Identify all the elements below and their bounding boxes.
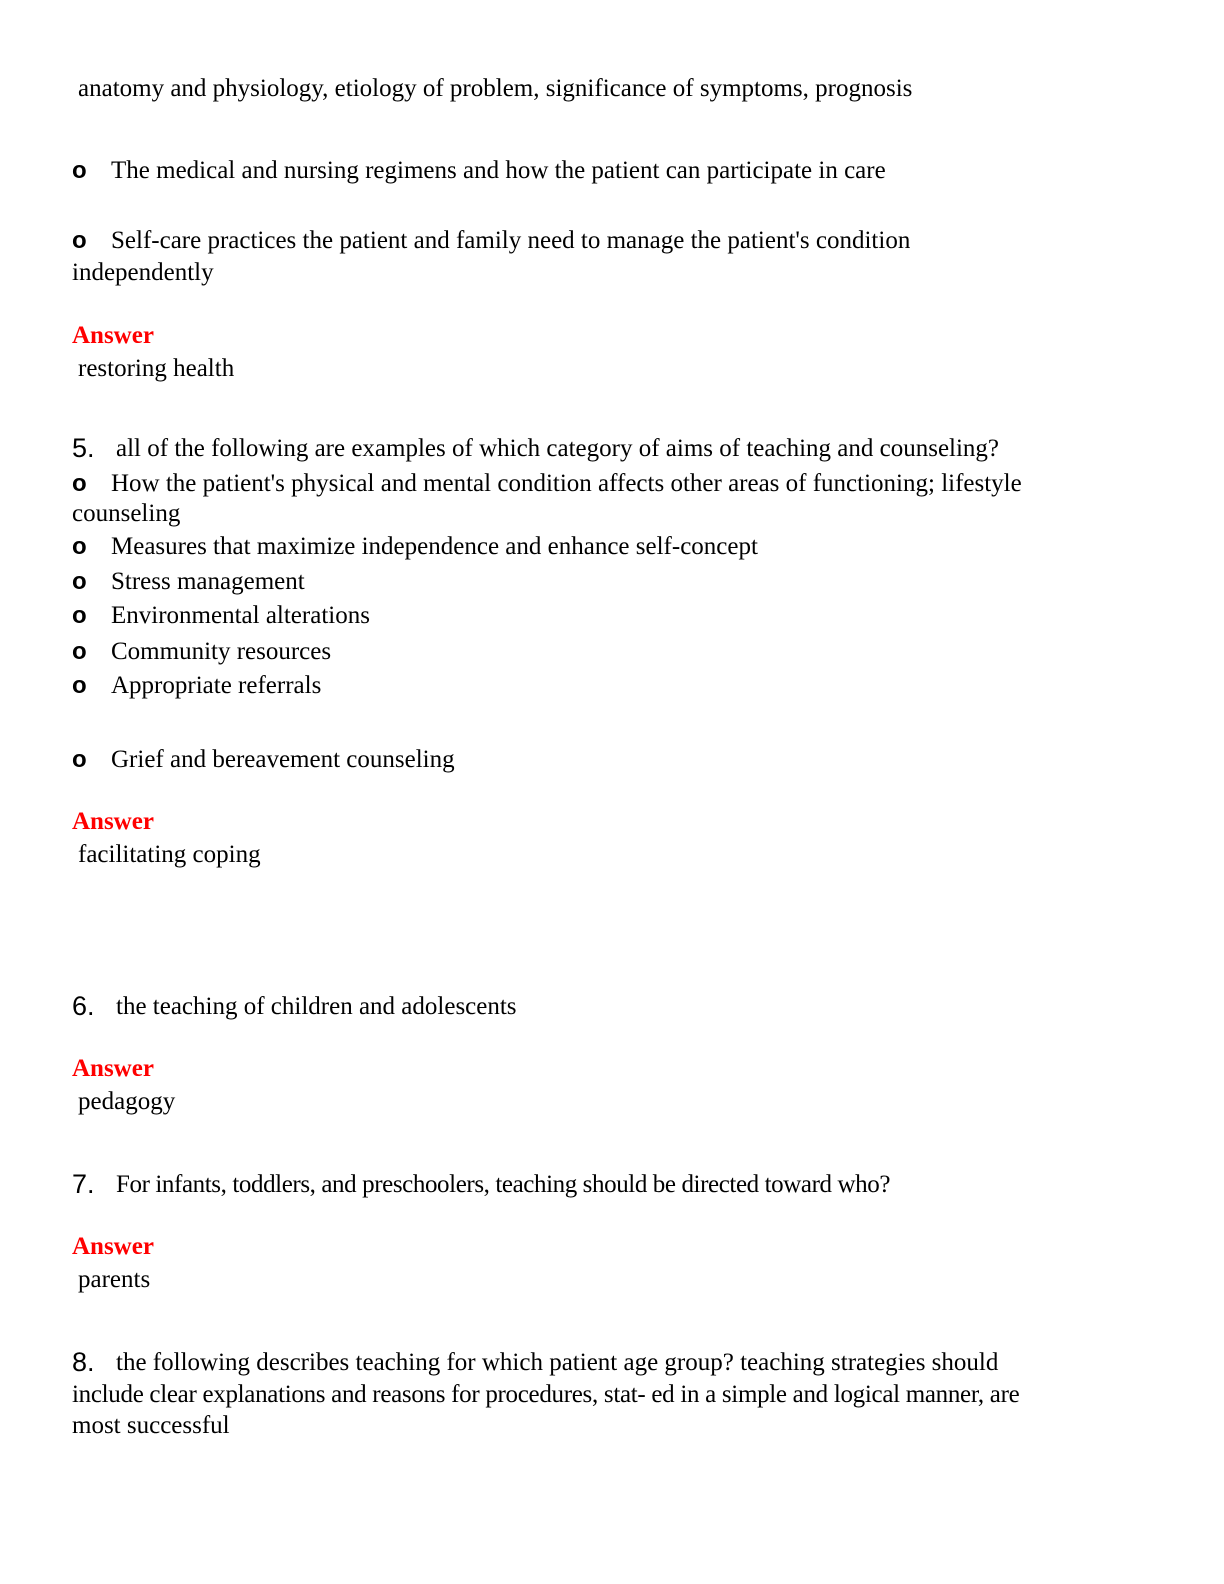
question-number: 5. bbox=[72, 433, 95, 463]
list-item: Community resources bbox=[111, 638, 332, 665]
answer-text: pedagogy bbox=[78, 1088, 176, 1115]
question-number: 8. bbox=[72, 1347, 95, 1377]
list-item: The medical and nursing regimens and how the patient can participate in care bbox=[111, 157, 886, 184]
bullet-icon: o bbox=[72, 638, 87, 665]
question-text-continuation: most successful bbox=[72, 1412, 230, 1439]
question-text: the teaching of children and adolescents bbox=[116, 993, 517, 1020]
question-text-continuation: include clear explanations and reasons for procedures, stat- ed in a simple and logical manner, are bbox=[72, 1381, 1020, 1408]
list-item: How the patient's physical and mental condition affects other areas of functioning; lifestyle bbox=[111, 470, 1022, 497]
question-text: all of the following are examples of which category of aims of teaching and counseling? bbox=[116, 435, 1000, 462]
list-item-continuation: counseling bbox=[72, 500, 181, 527]
answer-text: restoring health bbox=[78, 355, 235, 382]
bullet-icon: o bbox=[72, 746, 87, 773]
list-item: Measures that maximize independence and enhance self-concept bbox=[111, 533, 758, 560]
list-item: Grief and bereavement counseling bbox=[111, 746, 455, 773]
bullet-icon: o bbox=[72, 672, 87, 699]
answer-text: facilitating coping bbox=[78, 841, 261, 868]
answer-label: Answer bbox=[72, 808, 154, 835]
answer-label: Answer bbox=[72, 1055, 154, 1082]
list-item: Self-care practices the patient and family need to manage the patient's condition bbox=[111, 227, 911, 254]
question-number: 6. bbox=[72, 991, 95, 1021]
bullet-icon: o bbox=[72, 470, 87, 497]
answer-label: Answer bbox=[72, 1233, 154, 1260]
answer-label: Answer bbox=[72, 322, 154, 349]
list-item: Stress management bbox=[111, 568, 305, 595]
question-text: For infants, toddlers, and preschoolers, teaching should be directed toward who? bbox=[116, 1171, 891, 1198]
bullet-icon: o bbox=[72, 157, 87, 184]
bullet-icon: o bbox=[72, 533, 87, 560]
answer-text: parents bbox=[78, 1266, 151, 1293]
list-item: Appropriate referrals bbox=[111, 672, 322, 699]
bullet-icon: o bbox=[72, 227, 87, 254]
question-number: 7. bbox=[72, 1169, 95, 1199]
list-item: Environmental alterations bbox=[111, 602, 370, 629]
question-text: the following describes teaching for which patient age group? teaching strategies should bbox=[116, 1349, 999, 1376]
bullet-icon: o bbox=[72, 602, 87, 629]
intro-continuation-text: anatomy and physiology, etiology of problem, significance of symptoms, prognosis bbox=[78, 75, 913, 102]
list-item-continuation: independently bbox=[72, 259, 214, 286]
bullet-icon: o bbox=[72, 568, 87, 595]
